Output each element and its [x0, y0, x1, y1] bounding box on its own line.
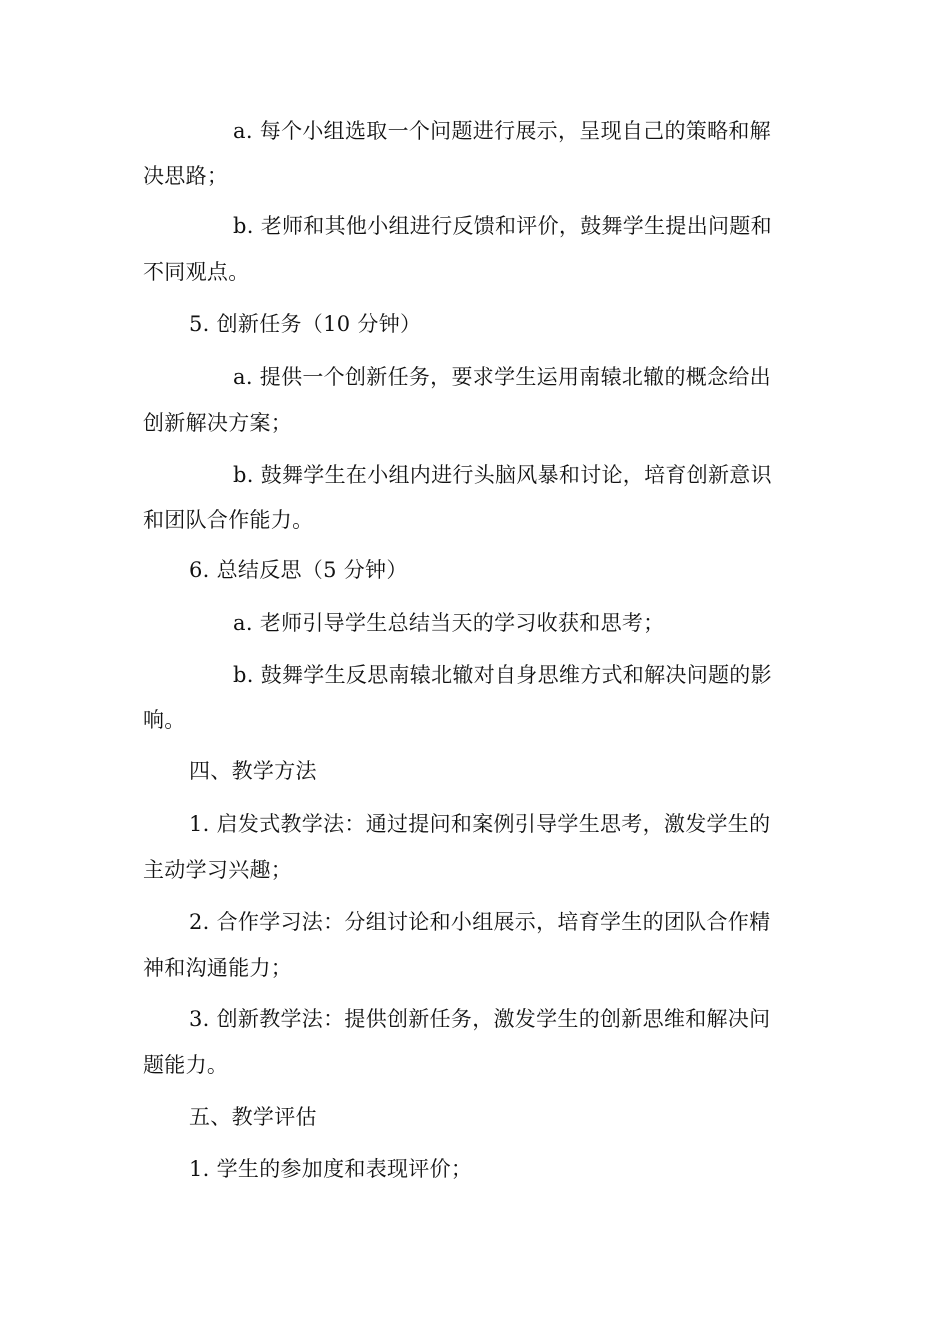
text-line: 1. 学生的参加度和表现评价；: [189, 1157, 473, 1181]
text-line: 主动学习兴趣；: [143, 858, 293, 882]
text-line: a. 提供一个创新任务，要求学生运用南辕北辙的概念给出: [233, 365, 771, 389]
text-line: 题能力。: [143, 1053, 229, 1077]
text-line: 创新解决方案；: [143, 411, 293, 435]
text-line: b. 鼓舞学生在小组内进行头脑风暴和讨论，培育创新意识: [233, 463, 772, 487]
section-item-heading: 5. 创新任务（10 分钟）: [189, 312, 422, 336]
text-line: b. 老师和其他小组进行反馈和评价，鼓舞学生提出问题和: [233, 214, 772, 238]
text-line: 和团队合作能力。: [143, 508, 314, 532]
text-line: b. 鼓舞学生反思南辕北辙对自身思维方式和解决问题的影: [233, 663, 772, 687]
text-line: 1. 启发式教学法：通过提问和案例引导学生思考，激发学生的: [189, 812, 771, 836]
text-line: 决思路；: [143, 164, 229, 188]
section-item-heading: 6. 总结反思（5 分钟）: [189, 558, 408, 582]
text-line: a. 每个小组选取一个问题进行展示，呈现自己的策略和解: [233, 119, 771, 143]
text-line: 神和沟通能力；: [143, 956, 293, 980]
section-heading: 五、教学评估: [189, 1105, 317, 1129]
text-line: 3. 创新教学法：提供创新任务，激发学生的创新思维和解决问: [189, 1007, 771, 1031]
text-line: a. 老师引导学生总结当天的学习收获和思考；: [233, 611, 665, 635]
text-line: 不同观点。: [143, 260, 250, 284]
text-line: 2. 合作学习法：分组讨论和小组展示，培育学生的团队合作精: [189, 910, 771, 934]
section-heading: 四、教学方法: [189, 759, 317, 783]
text-line: 响。: [143, 708, 186, 732]
